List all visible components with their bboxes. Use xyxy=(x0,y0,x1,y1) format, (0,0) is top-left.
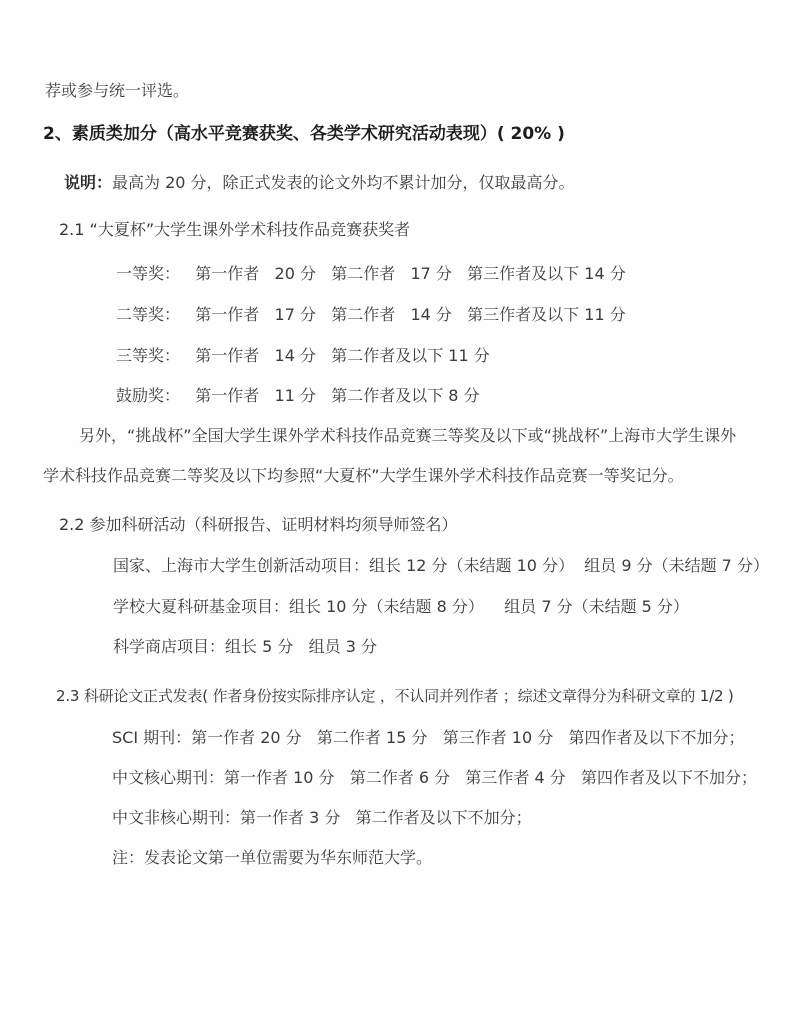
journal-note: 注：发表论文第一单位需要为华东师范大学。 xyxy=(112,848,433,867)
journal-item-chinese-core: 中文核心期刊：第一作者 10 分 第二作者 6 分 第三作者 4 分 第四作者及以下不加分； xyxy=(112,768,758,787)
subsection-2-3-title: 2.3 科研论文正式发表( 作者身份按实际排序认定 ，不认同并列作者 ；综述文章得分为科研文章的 1/2 ) xyxy=(56,687,734,705)
award-line-first-prize: 一等奖： 第一作者 20 分 第二作者 17 分 第三作者及以下 14 分 xyxy=(116,264,626,283)
research-item-national: 国家、上海市大学生创新活动项目：组长 12 分（未结题 10 分） 组员 9 分（未结题 7 分） xyxy=(113,556,769,575)
intro-text: 荐或参与统一评选。 xyxy=(45,81,190,100)
award-line-third-prize: 三等奖： 第一作者 14 分 第二作者及以下 11 分 xyxy=(116,346,490,365)
research-item-school-fund: 学校大夏科研基金项目：组长 10 分（未结题 8 分） 组员 7 分（未结题 5 分） xyxy=(113,597,689,616)
award-line-second-prize: 二等奖： 第一作者 17 分 第二作者 14 分 第三作者及以下 11 分 xyxy=(116,305,626,324)
note-text: 最高为 20 分，除正式发表的论文外均不累计加分，仅取最高分。 xyxy=(112,173,575,192)
challenge-cup-note-line2: 学术科技作品竞赛二等奖及以下均参照“大夏杯”大学生课外学术科技作品竞赛一等奖记分。 xyxy=(43,466,684,485)
note-label: 说明： xyxy=(64,173,113,192)
note-line xyxy=(64,173,575,193)
section-heading: 2、素质类加分（高水平竞赛获奖、各类学术研究活动表现）( 20% ) xyxy=(43,124,565,144)
journal-item-chinese-noncore: 中文非核心期刊：第一作者 3 分 第二作者及以下不加分； xyxy=(112,808,532,827)
challenge-cup-note-line1: 另外，“挑战杯”全国大学生课外学术科技作品竞赛三等奖及以下或“挑战杯”上海市大学生课外 xyxy=(79,426,737,445)
journal-item-sci: SCI 期刊：第一作者 20 分 第二作者 15 分 第三作者 10 分 第四作者及以下不加分； xyxy=(112,728,745,747)
research-item-science-shop: 科学商店项目：组长 5 分 组员 3 分 xyxy=(113,637,377,656)
award-line-encouragement-prize: 鼓励奖： 第一作者 11 分 第二作者及以下 8 分 xyxy=(116,386,480,405)
subsection-2-1-title: 2.1 “大夏杯”大学生课外学术科技作品竞赛获奖者 xyxy=(59,220,411,239)
subsection-2-2-title: 2.2 参加科研活动（科研报告、证明材料均须导师签名） xyxy=(59,515,458,534)
